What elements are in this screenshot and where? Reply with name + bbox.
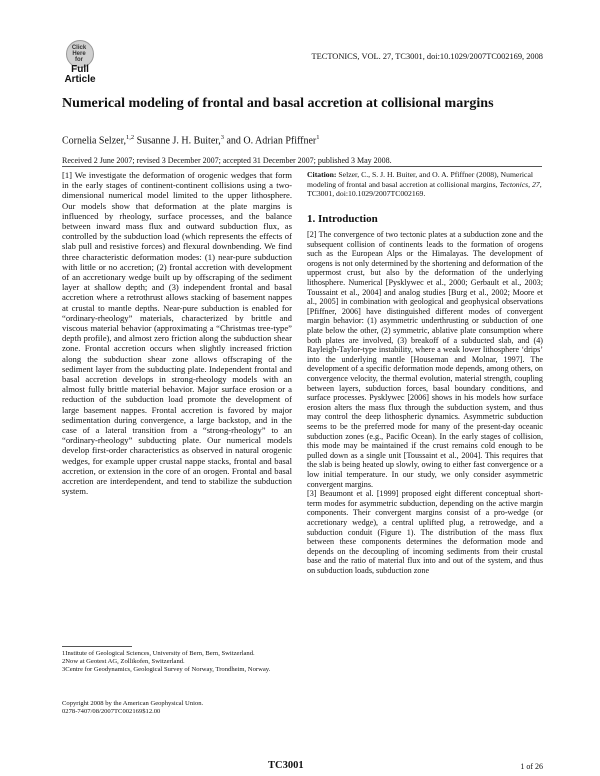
abstract: [1] We investigate the deformation of orogenic wedges that form in the early stages of continent-continent collisions using a two-dimensional numerical model limited to the upper lithosphere. Our models show that deformation at the plate margins is influenced by rheology, surface processes, and the balance between inward mass flux and outward subduction flux, as controlled by the subduction load (which represents the effects of slab pull and resistive forces) and flexural downbending. We find three characteristic deformation modes: (1) near-pure subduction with little or no accretion; (2) frontal accretion with development of an accretionary wedge built up by offscraping of the sediment layer at shallow depth; and (3) independent frontal and basal accretion where a retrothrust allows stacking of basement nappes at crustal to mantle depths. Near-pure subduction is enabled for “ordinary-rheology” materials, characterized by brittle and viscous material behavior (approximating a “Christmas tree-type” depth profile), and almost zero friction along the subduction shear zone. Frontal accretion occurs when slightly increased friction along the subduction shear zone allows offscraping of the sediment layer from the subducting plate. Independent frontal and basal accretion develops in strong-rheology models with an almost fully brittle material behavior. Major surface erosion or a reduction of the subduction load promote the development of large basement nappes. Frontal accretion is favored by major sedimentation during convergence, a large backstop, and in the case of a lateral transition from a “strong-rheology” to an “ordinary-rheology” subducting plate. Our numerical models develop first-order characteristics as observed in natural orogenic wedges, for example upper crustal nappe stacks, frontal and basal accretion, or extension in the core of an orogen. Frontal and basal accretion are interdependent, and tend to stabilize the subduction system. xyxy=(62,170,292,497)
left-column xyxy=(62,170,292,497)
footnote-3: 3Centre for Geodynamics, Geological Survey of Norway, Trondheim, Norway. xyxy=(62,666,271,674)
badge-top-text xyxy=(66,45,92,63)
author-3: and O. Adrian Pfiffner xyxy=(226,135,317,147)
header-rule xyxy=(62,166,542,167)
click-here-full-article-badge[interactable] xyxy=(62,40,98,90)
affiliation-footnotes xyxy=(62,650,292,675)
right-column xyxy=(307,170,543,575)
paragraph-3: [3] Beaumont et al. [1999] proposed eight different conceptual short-term modes for asymmetric subduction, depending on the active margin components. Their convergent margins consist of a pro-wedge (or accretionary wedge), a central uplifted plug, a retrowedge, and a subduction conduit (Figure 1). The distribution of the mass flux between these components determines the deformation mode and depends on the decoupling of incoming sediments from their crustal base and the ratio of material flux into and out of the system, and thus on subduction loads, subduction zone xyxy=(307,489,543,575)
citation-text: Selzer, C., S. J. H. Buiter, and O. A. Pfiffner (2008), Numerical modeling of frontal and basal accretion at collisional margins, xyxy=(307,170,533,189)
author-1-affil: 1,2 xyxy=(126,134,135,141)
received-dates: Received 2 June 2007; revised 3 December 2007; accepted 31 December 2007; published 3 May 2008. xyxy=(62,156,392,165)
citation-label: Citation: xyxy=(307,170,337,179)
citation-journal: Tectonics, 27, xyxy=(499,179,542,189)
author-2-affil: 3 xyxy=(220,134,224,141)
badge-line1: Click Here xyxy=(71,45,87,57)
footnote-rule xyxy=(62,646,132,647)
author-list xyxy=(62,134,542,146)
author-2: Susanne J. H. Buiter, xyxy=(136,135,221,147)
article-title: Numerical modeling of frontal and basal accretion at collisional margins xyxy=(62,96,494,111)
badge-bottom-text xyxy=(62,65,98,85)
badge-line4: Article xyxy=(64,74,96,85)
section-heading-introduction: 1. Introduction xyxy=(307,212,378,225)
footnote-2: 2Now at Geotest AG, Zollikofen, Switzerland. xyxy=(62,658,185,666)
article-id-footer: TC3001 xyxy=(268,760,304,771)
copyright-line: Copyright 2008 by the American Geophysical Union. xyxy=(62,700,204,707)
copyright-block xyxy=(62,700,292,716)
paragraph-2: [2] The convergence of two tectonic plates at a subduction zone and the subsequent collision of continents leads to the formation of orogens such as the European Alps or the Himalayas. The development of orogens is not only determined by the shortening and deformation of the uppermost crust, but also by the deformation of the underlying lithosphere. Numerical [Pysklywec et al., 2000; Gerbault et al., 2003; Toussaint et al., 2004] and analog studies [Burg et al., 2002; Moore et al., 2005] in combination with geological and geophysical observations [Pfiffner, 2006] have distinguished different modes of convergent margin behavior: (1) asymmetric underthrusting or subduction of one plate below the other, (2) symmetric, ablative plate consumption where both plates are involved, (3) breakoff of a subducted slab, and (4) Rayleigh-Taylor-type instability, where a weak lower lithosphere ‘drips’ into the underlying mantle [Houseman and Molnar, 1997]. The development of a specific deformation mode depends, among others, on convergence velocity, the thermal evolution, material strength, coupling between layers, subduction forces, basal boundary conditions, and surface processes. Pysklywec [2006] shows in his models how surface erosion alters the mass flux through the subduction system, and thus may control the deep lithospheric dynamics. Asymmetric subduction seems to be the preferred mode for many of the present-day oceanic subduction zones (e.g., Pacific Ocean). In the early stages of collision, this mode may be maintained if the crust remains cold enough to be pulled down as a single unit [Toussaint et al., 2004]. This requires that the slab is being heated up slowly, owing to either fast convergence or a low initial temperature. In our study, we only consider asymmetric convergent margins. xyxy=(307,230,543,489)
running-head: TECTONICS, VOL. 27, TC3001, doi:10.1029/2007TC002169, 2008 xyxy=(311,52,543,61)
badge-line3: Full xyxy=(71,64,89,75)
issn-line: 0278-7407/08/2007TC002169$12.00 xyxy=(62,708,161,716)
citation xyxy=(307,170,543,199)
footnote-1: 1Institute of Geological Sciences, University of Bern, Bern, Switzerland. xyxy=(62,650,255,657)
badge-line2: for xyxy=(75,57,83,63)
author-3-affil: 1 xyxy=(316,134,320,141)
author-1: Cornelia Selzer, xyxy=(62,135,127,147)
citation-tail[interactable]: TC3001, doi:10.1029/2007TC002169. xyxy=(307,189,426,198)
page-number: 1 of 26 xyxy=(520,762,543,771)
